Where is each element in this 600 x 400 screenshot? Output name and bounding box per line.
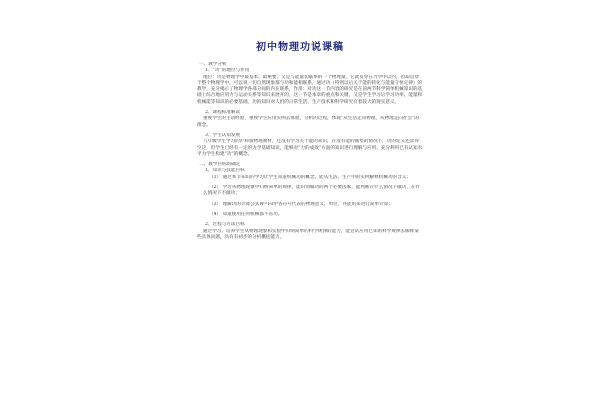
subsection-heading: 1、“功”的地位与作用 [205,68,250,74]
list-item: （1） 通过本节知识的学习让学生知道机械功的概念，能从生活、生产中的实例解释机械功的含义； [209,174,411,180]
document-body [197,62,423,241]
paragraph: 八年级学生学习的沪科版物理教材，还没有学习关于能的知识，在没有能的铺垫的情况下，功的定义还显得空泛，但学生已经有一定的力学基础知识，能够对“力的成效”方面的知识进行理解与应用，充分利用已有认知水平为学生构建“功”的概念。 [197,139,423,157]
paragraph: 地位：功是物理学中最基本、最重要、又是与能量切联系的一个物理量，它就贯穿在力学中以内，但却贯穿于整个物理学中，可以说一切自然现象都与功和能相联系，通过功（特别以后关于能的转化与能量守恒定律）的教学，充分揭示了物理学各部分间的内在联系，作用：对功这一节内容的研究是在前两节科学简单机械知识的基础上综合地应用力与运动关系等知识来展开的，这一节是本章的重点和关键，又是学生学习后学习功率、能量和机械能等知识的必要基础，功的知识对人们的日常生活、生产技术和科学研究有着较大的现实意义。 [197,74,423,105]
subsection-heading: 1、知识与技能目标 [205,168,245,174]
subsection-heading: 3、学生认知发展 [205,132,241,138]
list-item: （2） 学习从物理现象中归纳简单的规律，能识别做功的两个必要因素，能判断在什么情况下做功，在什么情况下不做功； [203,185,421,197]
paragraph: 通过学习，培养学生从物理现象和实验中归纳简单的科学规律的能力，能尝试应用已知的科学规律去解释某些具体问题，具有有初步的分析概括能力。 [197,228,419,240]
list-item: （3） 理解功的计算公式W=Fs中各符号代表的物理意义，单位，并能用来进行简单计算； [209,201,393,207]
section-heading: 一、教学分析 [199,62,227,67]
subsection-heading: 2、过程与方法目标 [205,222,245,228]
section-heading: 二、教学目标的确定 [199,162,241,168]
paragraph: 重视学生的主动经验，重视学生应用实例去体验，分析的过程，体现“从生活走向物理，从物理走向社会”的理念。 [197,116,420,128]
subsection-heading: 2、课程标准解读 [205,110,241,116]
list-item: （4） 知道使用任何机械都不省功。 [209,211,283,217]
document-title: 初中物理功说课稿 [256,42,344,53]
